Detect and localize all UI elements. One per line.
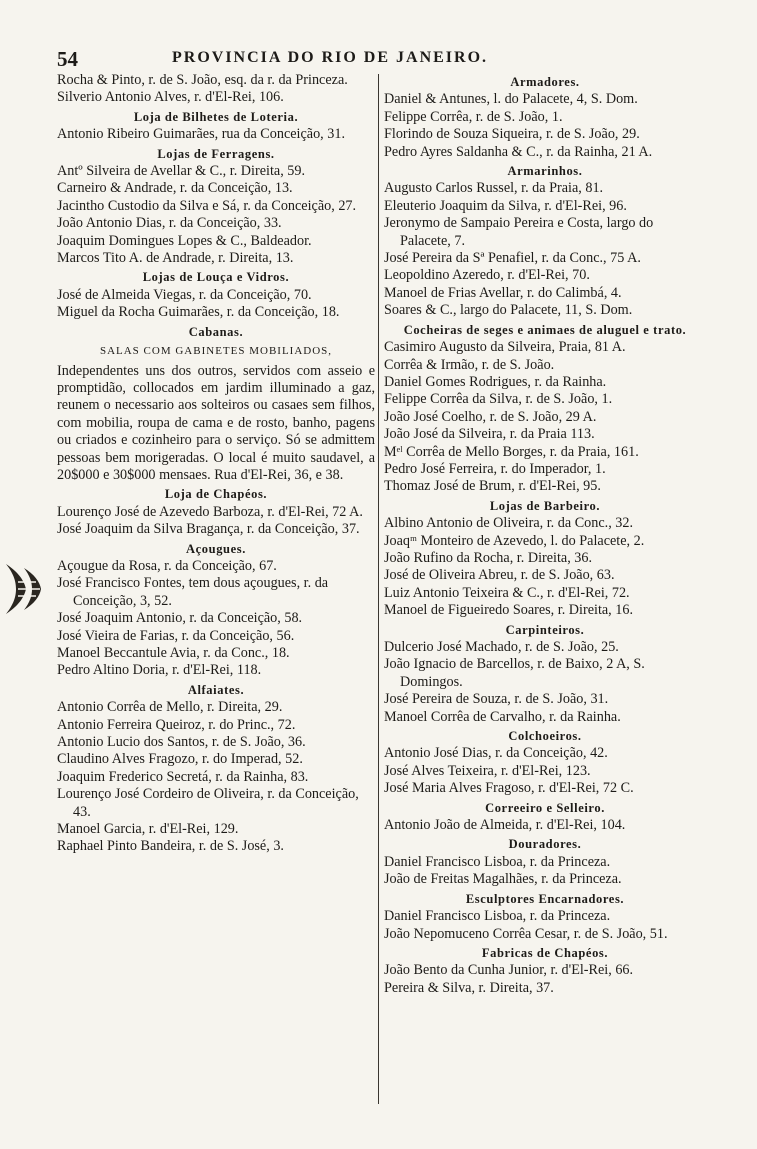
list-item: Manoel Beccantule Avia, r. da Conc., 18. <box>57 645 290 661</box>
list-item: José Vieira de Farias, r. da Conceição, 56. <box>57 627 295 644</box>
section-heading: Douradores. <box>508 837 582 852</box>
list-item: Manoel Corrêa de Carvalho, r. da Rainha. <box>384 708 621 725</box>
advertisement-text: Independentes uns dos outros, servidos com asseio e promptidão, collocados em jardim illuminado a gaz, reunem o necessario aos solteiros ou casaes sem filhos, com mobilia, roupa de cama e de rosto, banho, pagens ou criados e cozinheiro para o serviço. Só se admittem pessoas bem morigeradas. O local é muito saudavel, a 20$000 e 30$000 mensaes. Rua d'El-Rei, 36, e 38. <box>57 362 375 483</box>
list-item: Corrêa & Irmão, r. de S. João. <box>384 356 555 373</box>
section-heading: Cocheiras de seges e animaes de aluguel e trato. <box>403 322 687 337</box>
right-column <box>384 72 706 997</box>
list-item: Pedro Altino Doria, r. d'El-Rei, 118. <box>57 662 262 679</box>
list-item: Lourenço José de Azevedo Barboza, r. d'El-Rei, 72 A. <box>57 503 363 520</box>
list-item: João José Coelho, r. de S. João, 29 A. <box>384 408 597 425</box>
section-heading: Loja de Chapéos. <box>164 487 268 502</box>
fleuron-ornament-icon <box>2 558 44 620</box>
list-item: João Ignacio de Barcellos, r. de Baixo, 2 A, S. Domingos. <box>384 656 645 690</box>
list-item: Joaquim Frederico Secretá, r. da Rainha, 83. <box>57 768 309 785</box>
list-item: José Joaquim da Silva Bragança, r. da Conceição, 37. <box>57 521 360 538</box>
section-subheading: SALAS COM GABINETES MOBILIADOS, <box>99 345 333 358</box>
list-item: Antº Silveira de Avellar & C., r. Direita, 59. <box>57 163 306 180</box>
list-item: Açougue da Rosa, r. da Conceição, 67. <box>57 557 277 574</box>
section-heading: Colchoeiros. <box>508 729 582 744</box>
list-item: João de Freitas Magalhães, r. da Princeza. <box>384 871 622 888</box>
list-item: Lourenço José Cordeiro de Oliveira, r. da Conceição, 43. <box>57 786 359 820</box>
list-item: Dulcerio José Machado, r. de S. João, 25. <box>384 639 619 655</box>
list-item: João Bento da Cunha Junior, r. d'El-Rei, 66. <box>384 962 634 979</box>
list-item: Antonio Ribeiro Guimarães, rua da Conceição, 31. <box>57 126 346 143</box>
column-divider <box>378 74 379 1104</box>
section-heading: Açougues. <box>186 541 246 556</box>
list-item: João Antonio Dias, r. da Conceição, 33. <box>57 215 282 232</box>
list-item: Silverio Antonio Alves, r. d'El-Rei, 106. <box>57 89 284 106</box>
list-item: João Rufino da Rocha, r. Direita, 36. <box>384 549 593 566</box>
section-heading: Armarinhos. <box>507 164 583 179</box>
list-item: Thomaz José de Brum, r. d'El-Rei, 95. <box>384 478 601 495</box>
section-heading: Lojas de Louça e Vidros. <box>142 270 290 285</box>
list-item: José Joaquim Antonio, r. da Conceição, 58. <box>57 610 303 627</box>
list-item: Felippe Corrêa, r. de S. João, 1. <box>384 108 563 125</box>
list-item: Albino Antonio de Oliveira, r. da Conc., 32. <box>384 515 634 532</box>
list-item: José Pereira de Souza, r. de S. João, 31. <box>384 691 609 708</box>
section-heading: Armadores. <box>510 75 580 89</box>
list-item: Claudino Alves Fragozo, r. do Imperad, 52. <box>57 751 303 768</box>
list-item: Antonio João de Almeida, r. d'El-Rei, 104. <box>384 817 626 834</box>
page-number: 54 <box>57 47 78 71</box>
list-item: João José da Silveira, r. da Praia 113. <box>384 426 595 443</box>
section-heading: Carpinteiros. <box>505 622 585 637</box>
page-header <box>57 47 547 71</box>
list-item: Raphael Pinto Bandeira, r. de S. José, 3. <box>57 838 284 855</box>
section-heading: Alfaiates. <box>187 682 245 697</box>
list-item: Augusto Carlos Russel, r. da Praia, 81. <box>384 180 604 197</box>
list-item: Daniel & Antunes, l. do Palacete, 4, S. Dom. <box>384 91 638 108</box>
list-item: Carneiro & Andrade, r. da Conceição, 13. <box>57 180 293 197</box>
running-title: PROVINCIA DO RIO DE JANEIRO. <box>172 49 489 66</box>
list-item: Felippe Corrêa da Silva, r. de S. João, 1. <box>384 391 613 408</box>
list-item: Daniel Francisco Lisboa, r. da Princeza. <box>384 908 611 925</box>
list-item: José de Oliveira Abreu, r. de S. João, 63. <box>384 567 615 584</box>
list-item: José Pereira da Sª Penafiel, r. da Conc., 75 A. <box>384 250 641 267</box>
list-item: Manoel de Frias Avellar, r. do Calimbá, 4. <box>384 284 622 301</box>
list-item: Eleuterio Joaquim da Silva, r. d'El-Rei, 96. <box>384 197 627 214</box>
list-item: Joaquim Domingues Lopes & C., Baldeador. <box>57 232 312 249</box>
list-item: Miguel da Rocha Guimarães, r. da Conceição, 18. <box>57 304 340 321</box>
section-heading: Fabricas de Chapéos. <box>481 945 609 960</box>
section-heading: Correeiro e Selleiro. <box>485 800 605 815</box>
section-heading: Loja de Bilhetes de Loteria. <box>133 109 299 124</box>
section-heading: Lojas de Barbeiro. <box>489 498 601 513</box>
list-item: Pedro Ayres Saldanha & C., r. da Rainha, 21 A. <box>384 143 653 160</box>
list-item: Daniel Francisco Lisboa, r. da Princeza. <box>384 853 611 870</box>
list-item: Antonio Ferreira Queiroz, r. do Princ., 72. <box>57 716 296 733</box>
list-item: José Francisco Fontes, tem dous açougues, r. da Conceição, 3, 52. <box>57 575 329 609</box>
list-item: Mᵉˡ Corrêa de Mello Borges, r. da Praia, 161. <box>384 443 639 460</box>
list-item: José Maria Alves Fragoso, r. d'El-Rei, 72 C. <box>384 780 634 797</box>
list-item: Joaqᵐ Monteiro de Azevedo, l. do Palacete, 2. <box>384 532 645 549</box>
list-item: Antonio Lucio dos Santos, r. de S. João, 36. <box>57 734 306 751</box>
section-heading: Cabanas. <box>188 324 244 339</box>
list-item: Manoel Garcia, r. d'El-Rei, 129. <box>57 821 239 838</box>
left-column <box>57 72 375 856</box>
list-item: Antonio Corrêa de Mello, r. Direita, 29. <box>57 699 283 716</box>
section-heading: Esculptores Encarnadores. <box>465 891 625 906</box>
list-item: José Alves Teixeira, r. d'El-Rei, 123. <box>384 762 591 779</box>
section-heading: Lojas de Ferragens. <box>157 146 275 161</box>
list-item: Marcos Tito A. de Andrade, r. Direita, 13. <box>57 250 294 267</box>
list-item: Florindo de Souza Siqueira, r. de S. João, 29. <box>384 126 640 143</box>
list-item: Luiz Antonio Teixeira & C., r. d'El-Rei, 72. <box>384 584 630 601</box>
list-item: Daniel Gomes Rodrigues, r. da Rainha. <box>384 373 607 390</box>
list-item: Rocha & Pinto, r. de S. João, esq. da r. da Princeza. <box>57 72 348 88</box>
list-item: Pereira & Silva, r. Direita, 37. <box>384 979 554 996</box>
list-item: José de Almeida Viegas, r. da Conceição, 70. <box>57 286 312 303</box>
list-item: João Nepomuceno Corrêa Cesar, r. de S. João, 51. <box>384 925 668 942</box>
list-item: Soares & C., largo do Palacete, 11, S. Dom. <box>384 302 633 319</box>
list-item: Casimiro Augusto da Silveira, Praia, 81 A. <box>384 339 626 356</box>
list-item: Jacintho Custodio da Silva e Sá, r. da Conceição, 27. <box>57 197 357 214</box>
list-item: Leopoldino Azeredo, r. d'El-Rei, 70. <box>384 267 590 284</box>
list-item: Jeronymo de Sampaio Pereira e Costa, largo do Palacete, 7. <box>384 215 654 249</box>
list-item: Pedro José Ferreira, r. do Imperador, 1. <box>384 460 606 477</box>
list-item: Manoel de Figueiredo Soares, r. Direita, 16. <box>384 602 634 619</box>
list-item: Antonio José Dias, r. da Conceição, 42. <box>384 745 608 762</box>
